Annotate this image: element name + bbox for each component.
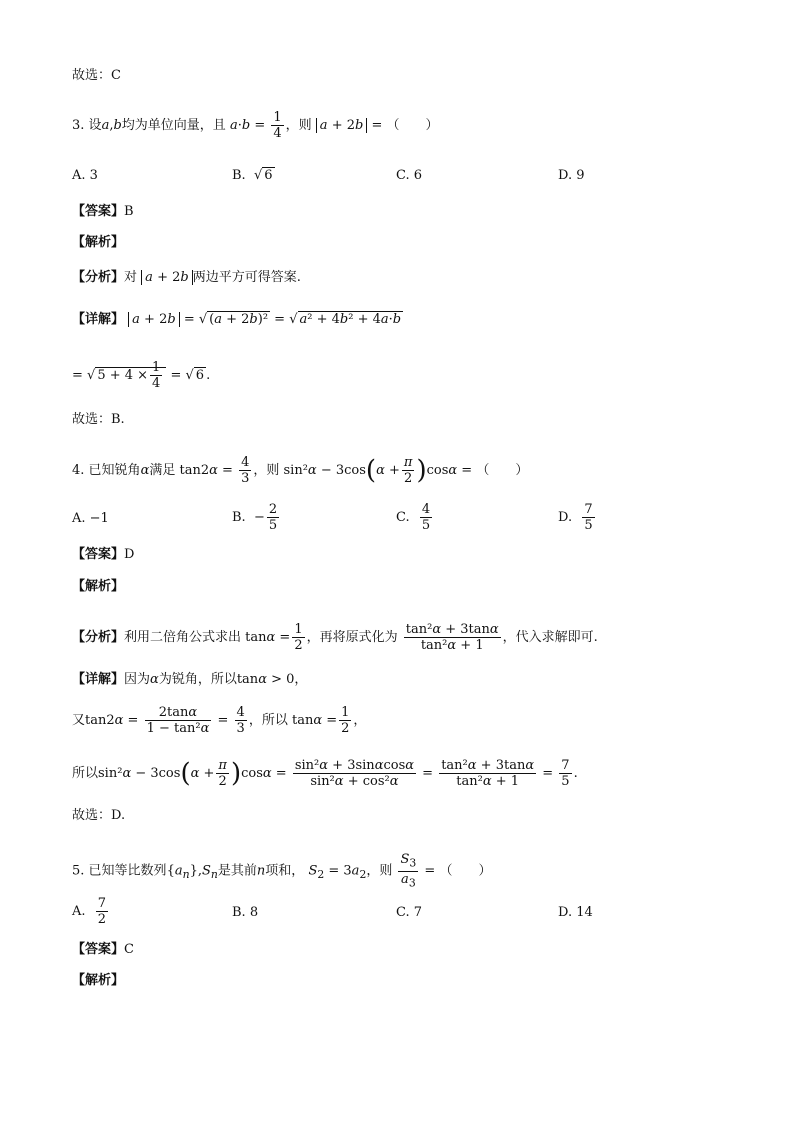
- q4-option-d[interactable]: D. $\frac{7}{5}$: [558, 502, 593, 533]
- q5-option-d[interactable]: D. 14: [558, 905, 593, 920]
- q5-option-c[interactable]: C. 7: [396, 905, 423, 920]
- q3-option-c[interactable]: C. 6: [396, 168, 423, 183]
- q3-analysis-tag: 【解析】: [72, 235, 125, 250]
- q3-fenxi: 【分析】对 a + 2b 两边平方可得答案.: [72, 270, 301, 285]
- q3-stem: 3. 设a,b均为单位向量，且 a·b = $\frac{1}{4}$ ，则 a + 2b = （ ）: [72, 110, 439, 141]
- q5-option-a[interactable]: A. $\frac{7}{2}$: [72, 896, 107, 927]
- q4-fenxi: 【分析】利用二倍角公式求出 tanα = $\frac{1}{2}$ ，再将原式化为 $\frac{\text{tan²α + 3tanα}}{\text{tan²α + 1}}$ ，代入求解即可.: [72, 622, 598, 653]
- q4-analysis-tag: 【解析】: [72, 579, 125, 594]
- q4-detail-line-1: 【详解】因为α为锐角，所以tanα > 0，: [72, 672, 308, 687]
- q3-option-d[interactable]: D. 9: [558, 168, 585, 183]
- q4-option-b[interactable]: B. − $\frac{2}{5}$: [232, 502, 278, 533]
- q5-answer: 【答案】C: [72, 942, 134, 957]
- q3-answer: 【答案】B: [72, 204, 134, 219]
- q3-conclusion: 故选：B.: [72, 412, 125, 427]
- q4-answer: 【答案】D: [72, 547, 135, 562]
- q4-stem: 4. 已知锐角α满足 tan2α = $\frac{4}{3}$ ，则 sin²α − 3cos(α + $\frac{\pi}{2}$ )cosα = （ ）: [72, 455, 529, 486]
- q5-analysis-tag: 【解析】: [72, 973, 125, 988]
- q4-option-c[interactable]: C. $\frac{4}{5}$: [396, 502, 431, 533]
- q5-stem: 5. 已知等比数列$\{a_n\},S_n$是其前n项和， $S_2 = 3a_2$，则 $\frac{S_3}{a_3}$ = （ ）: [72, 852, 492, 890]
- q3-detail-line-2: = √ 5 + 4 × $\frac{1}{4}$ = √ 6 .: [72, 360, 211, 391]
- q3-option-a[interactable]: A. 3: [72, 168, 98, 183]
- fraction-1-4: $\frac{1}{4}$: [273, 110, 282, 141]
- q5-option-b[interactable]: B. 8: [232, 905, 259, 920]
- q2-conclusion: 故选：C: [72, 68, 121, 83]
- q3-detail-line-1: 【详解】 a + 2b = √ (a + 2b)² = √ a² + 4b² + 4a·b: [72, 312, 402, 327]
- q4-detail-line-3: 所以sin²α − 3cos(α + $\frac{\pi}{2}$ )cosα = $\frac{\text{sin²α + 3sinαcosα}}{\text{sin²α + cos²α}}$ = $\frac{\text{tan²α + 3tanα}}{\text{tan²α + 1}}$ = $\frac{7}{5}$ .: [72, 758, 578, 789]
- q3-option-b[interactable]: B. √ 6: [232, 168, 273, 183]
- q4-conclusion: 故选：D.: [72, 808, 126, 823]
- q4-option-a[interactable]: A. −1: [72, 511, 109, 526]
- q4-detail-line-2: 又tan2α = $\frac{2\tan\alpha}{\text{1 − tan²α}}$ = $\frac{4}{3}$ ，所以 tanα = $\frac{1}{2}$ ，: [72, 705, 367, 736]
